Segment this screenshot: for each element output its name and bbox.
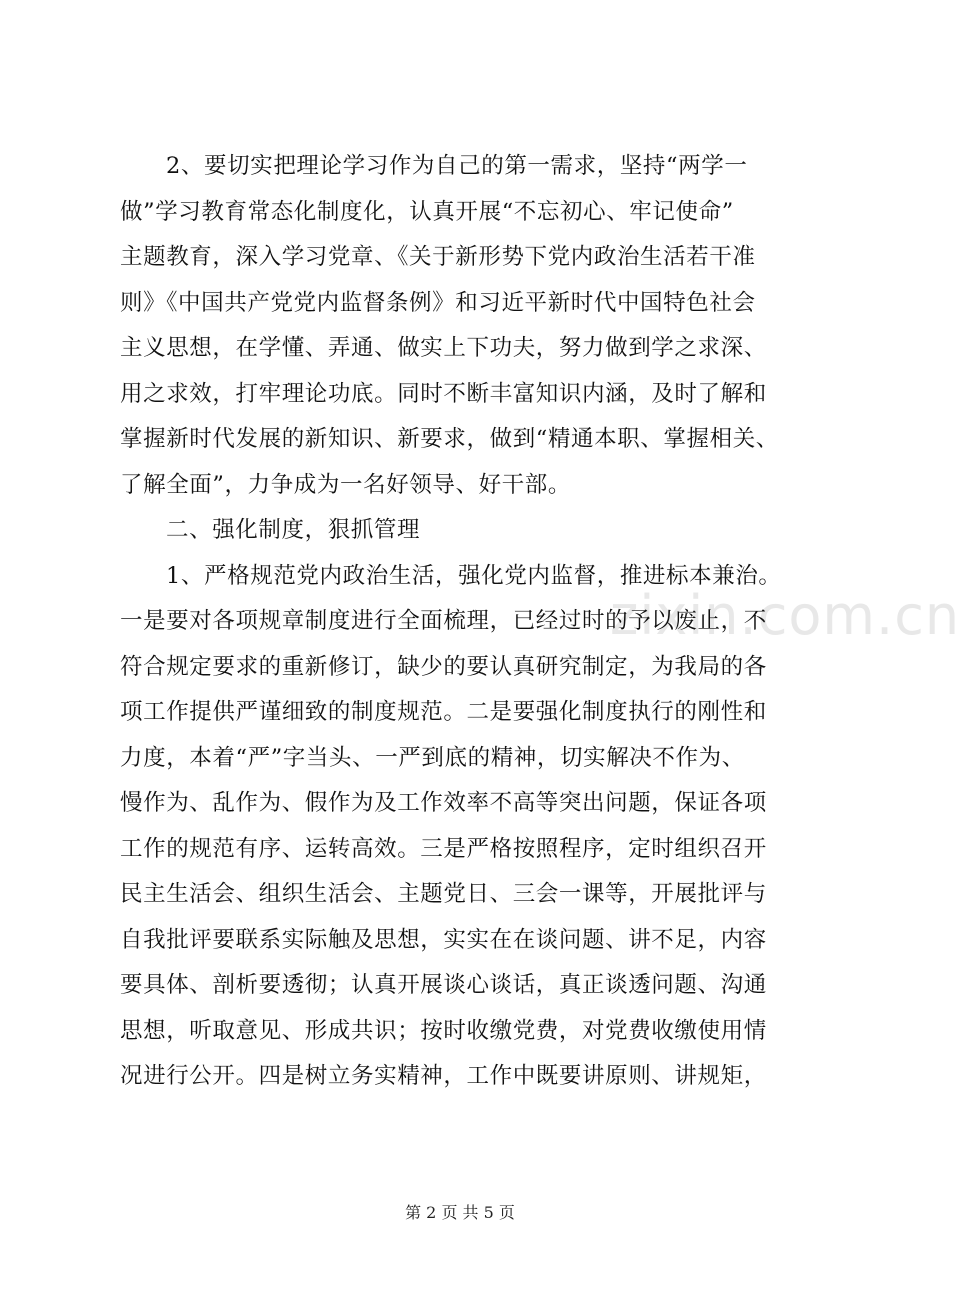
paragraph-line: 项工作提供严谨细致的制度规范。二是要强化制度执行的刚性和 [120,699,767,725]
paragraph-line: 做”学习教育常态化制度化，认真开展“不忘初心、牢记使命” [120,198,734,225]
paragraph-line: 要具体、剖析要透彻；认真开展谈心谈话，真正谈透问题、沟通 [120,972,767,998]
paragraph-line: 一是要对各项规章制度进行全面梳理，已经过时的予以废止，不 [120,608,767,634]
paragraph-line: 主题教育，深入学习党章、《关于新形势下党内政治生活若干准 [120,244,756,270]
paragraph-line: 自我批评要联系实际触及思想，实实在在谈问题、讲不足，内容 [120,926,767,953]
paragraph-line: 符合规定要求的重新修订，缺少的要认真研究制定，为我局的各 [120,653,767,680]
watermark-text: zixin.com.cn [610,584,960,647]
paragraph-line: 工作的规范有序、运转高效。三是严格按照程序，定时组织召开 [120,835,767,862]
document-body [120,144,810,1100]
section-heading: 二、强化制度，狠抓管理 [166,517,421,543]
paragraph-line: 思想，听取意见、形成共识；按时收缴党费，对党费收缴使用情 [120,1017,767,1044]
paragraph-line: 1、严格规范党内政治生活，强化党内监督，推进标本兼治。 [166,562,782,589]
page-footer: 第 2 页 共 5 页 [405,1203,515,1222]
paragraph-line: 主义思想，在学懂、弄通、做实上下功夫，努力做到学之求深、 [120,335,767,361]
paragraph-line: 用之求效，打牢理论功底。同时不断丰富知识内涵，及时了解和 [120,380,767,407]
paragraph-line: 力度，本着“严”字当头、一严到底的精神，切实解决不作为、 [120,744,745,771]
paragraph-line: 慢作为、乱作为、假作为及工作效率不高等突出问题，保证各项 [120,790,767,816]
paragraph-line: 民主生活会、组织生活会、主题党日、三会一课等，开展批评与 [120,881,767,907]
paragraph-line: 则》《中国共产党党内监督条例》和习近平新时代中国特色社会 [120,289,756,316]
paragraph-line: 2、要切实把理论学习作为自己的第一需求，坚持“两学一 [166,153,748,179]
paragraph-line: 况进行公开。四是树立务实精神，工作中既要讲原则、讲规矩， [120,1063,767,1089]
paragraph-line: 掌握新时代发展的新知识、新要求，做到“精通本职、掌握相关、 [120,426,779,452]
paragraph-line: 了解全面”，力争成为一名好领导、好干部。 [120,471,572,498]
